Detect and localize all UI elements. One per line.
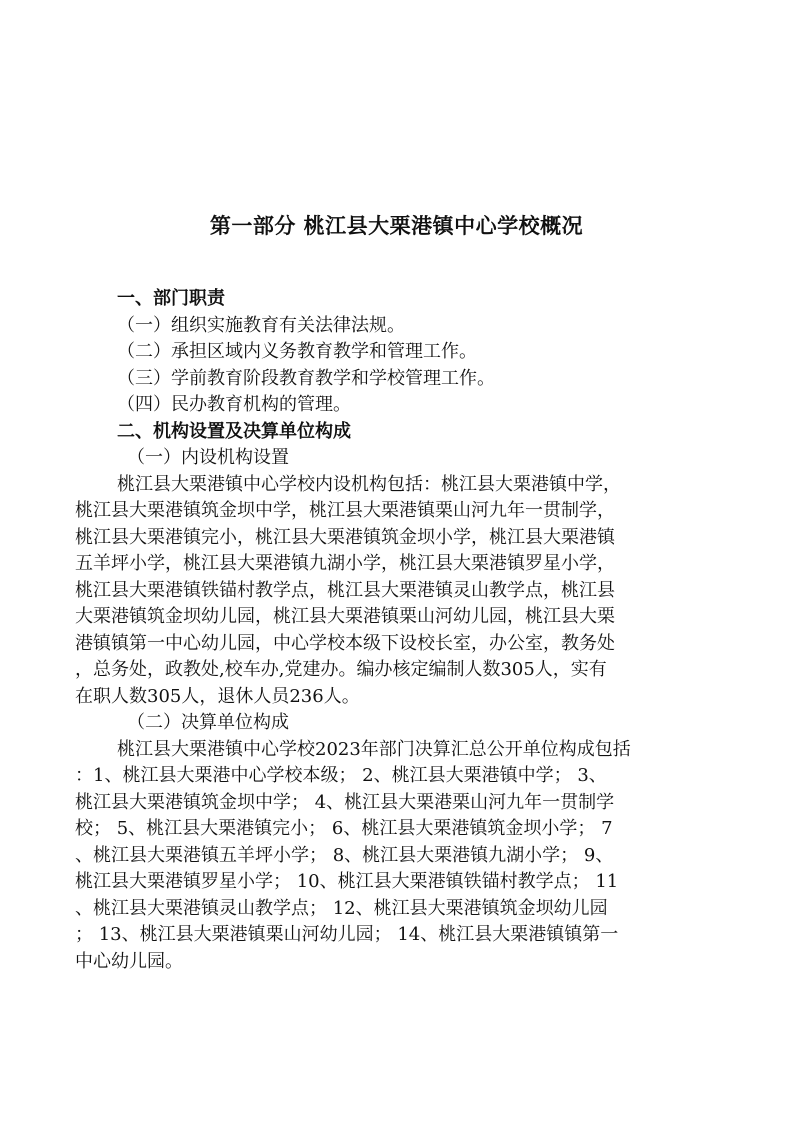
paragraph-line: 港镇镇第一中心幼儿园，中心学校本级下设校长室，办公室，教务处	[75, 632, 615, 654]
subsection-heading-internal: （一）内设机构设置	[127, 447, 289, 468]
page-title: 第一部分 桃江县大栗港镇中心学校概况	[209, 214, 584, 238]
section-heading-structure: 二、机构设置及决算单位构成	[117, 420, 351, 442]
paragraph-line: 桃江县大栗港镇中心学校2023年部门决算汇总公开单位构成包括	[117, 738, 631, 760]
paragraph-line: 桃江县大栗港镇完小，桃江县大栗港镇筑金坝小学，桃江县大栗港镇	[75, 526, 615, 548]
paragraph-line: 五羊坪小学，桃江县大栗港镇九湖小学，桃江县大栗港镇罗星小学，	[75, 553, 615, 574]
paragraph-line: 、桃江县大栗港镇灵山教学点； 12、桃江县大栗港镇筑金坝幼儿园	[75, 897, 608, 919]
section-heading-duties: 一、部门职责	[117, 288, 225, 309]
paragraph-line: 桃江县大栗港镇罗星小学； 10、桃江县大栗港镇铁锚村教学点； 11	[75, 871, 619, 892]
duty-item: （一）组织实施教育有关法律法规。	[117, 314, 405, 336]
paragraph-line: 桃江县大栗港镇筑金坝中学，桃江县大栗港镇栗山河九年一贯制学，	[75, 500, 615, 521]
paragraph-line: 桃江县大栗港镇铁锚村教学点，桃江县大栗港镇灵山教学点，桃江县	[75, 579, 615, 601]
paragraph-line: 中心幼儿园。	[75, 950, 183, 972]
duty-item: （三）学前教育阶段教育教学和学校管理工作。	[117, 367, 495, 389]
paragraph-line: ，总务处，政教处,校车办,党建办。编办核定编制人数305人，实有	[75, 659, 607, 680]
paragraph-line: 、桃江县大栗港镇五羊坪小学； 8、桃江县大栗港镇九湖小学； 9、	[75, 844, 614, 866]
paragraph-line: ； 13、桃江县大栗港镇栗山河幼儿园； 14、桃江县大栗港镇镇第一	[75, 924, 619, 945]
paragraph-line: 桃江县大栗港镇中心学校内设机构包括：桃江县大栗港镇中学，	[117, 473, 621, 495]
paragraph-line: 大栗港镇筑金坝幼儿园，桃江县大栗港镇栗山河幼儿园，桃江县大栗	[75, 606, 615, 627]
duty-item: （二）承担区域内义务教育教学和管理工作。	[117, 341, 477, 362]
paragraph-line: 在职人数305人，退休人员236人。	[75, 685, 360, 707]
subsection-heading-units: （二）决算单位构成	[127, 712, 289, 733]
document-body	[75, 286, 721, 975]
paragraph-line: 桃江县大栗港镇筑金坝中学； 4、桃江县大栗港栗山河九年一贯制学	[75, 791, 615, 813]
paragraph-line: 校； 5、桃江县大栗港镇完小； 6、桃江县大栗港镇筑金坝小学； 7	[75, 818, 613, 839]
paragraph-line: ：1、桃江县大栗港中心学校本级； 2、桃江县大栗港镇中学； 3、	[75, 765, 607, 786]
duty-item: （四）民办教育机构的管理。	[117, 394, 351, 415]
